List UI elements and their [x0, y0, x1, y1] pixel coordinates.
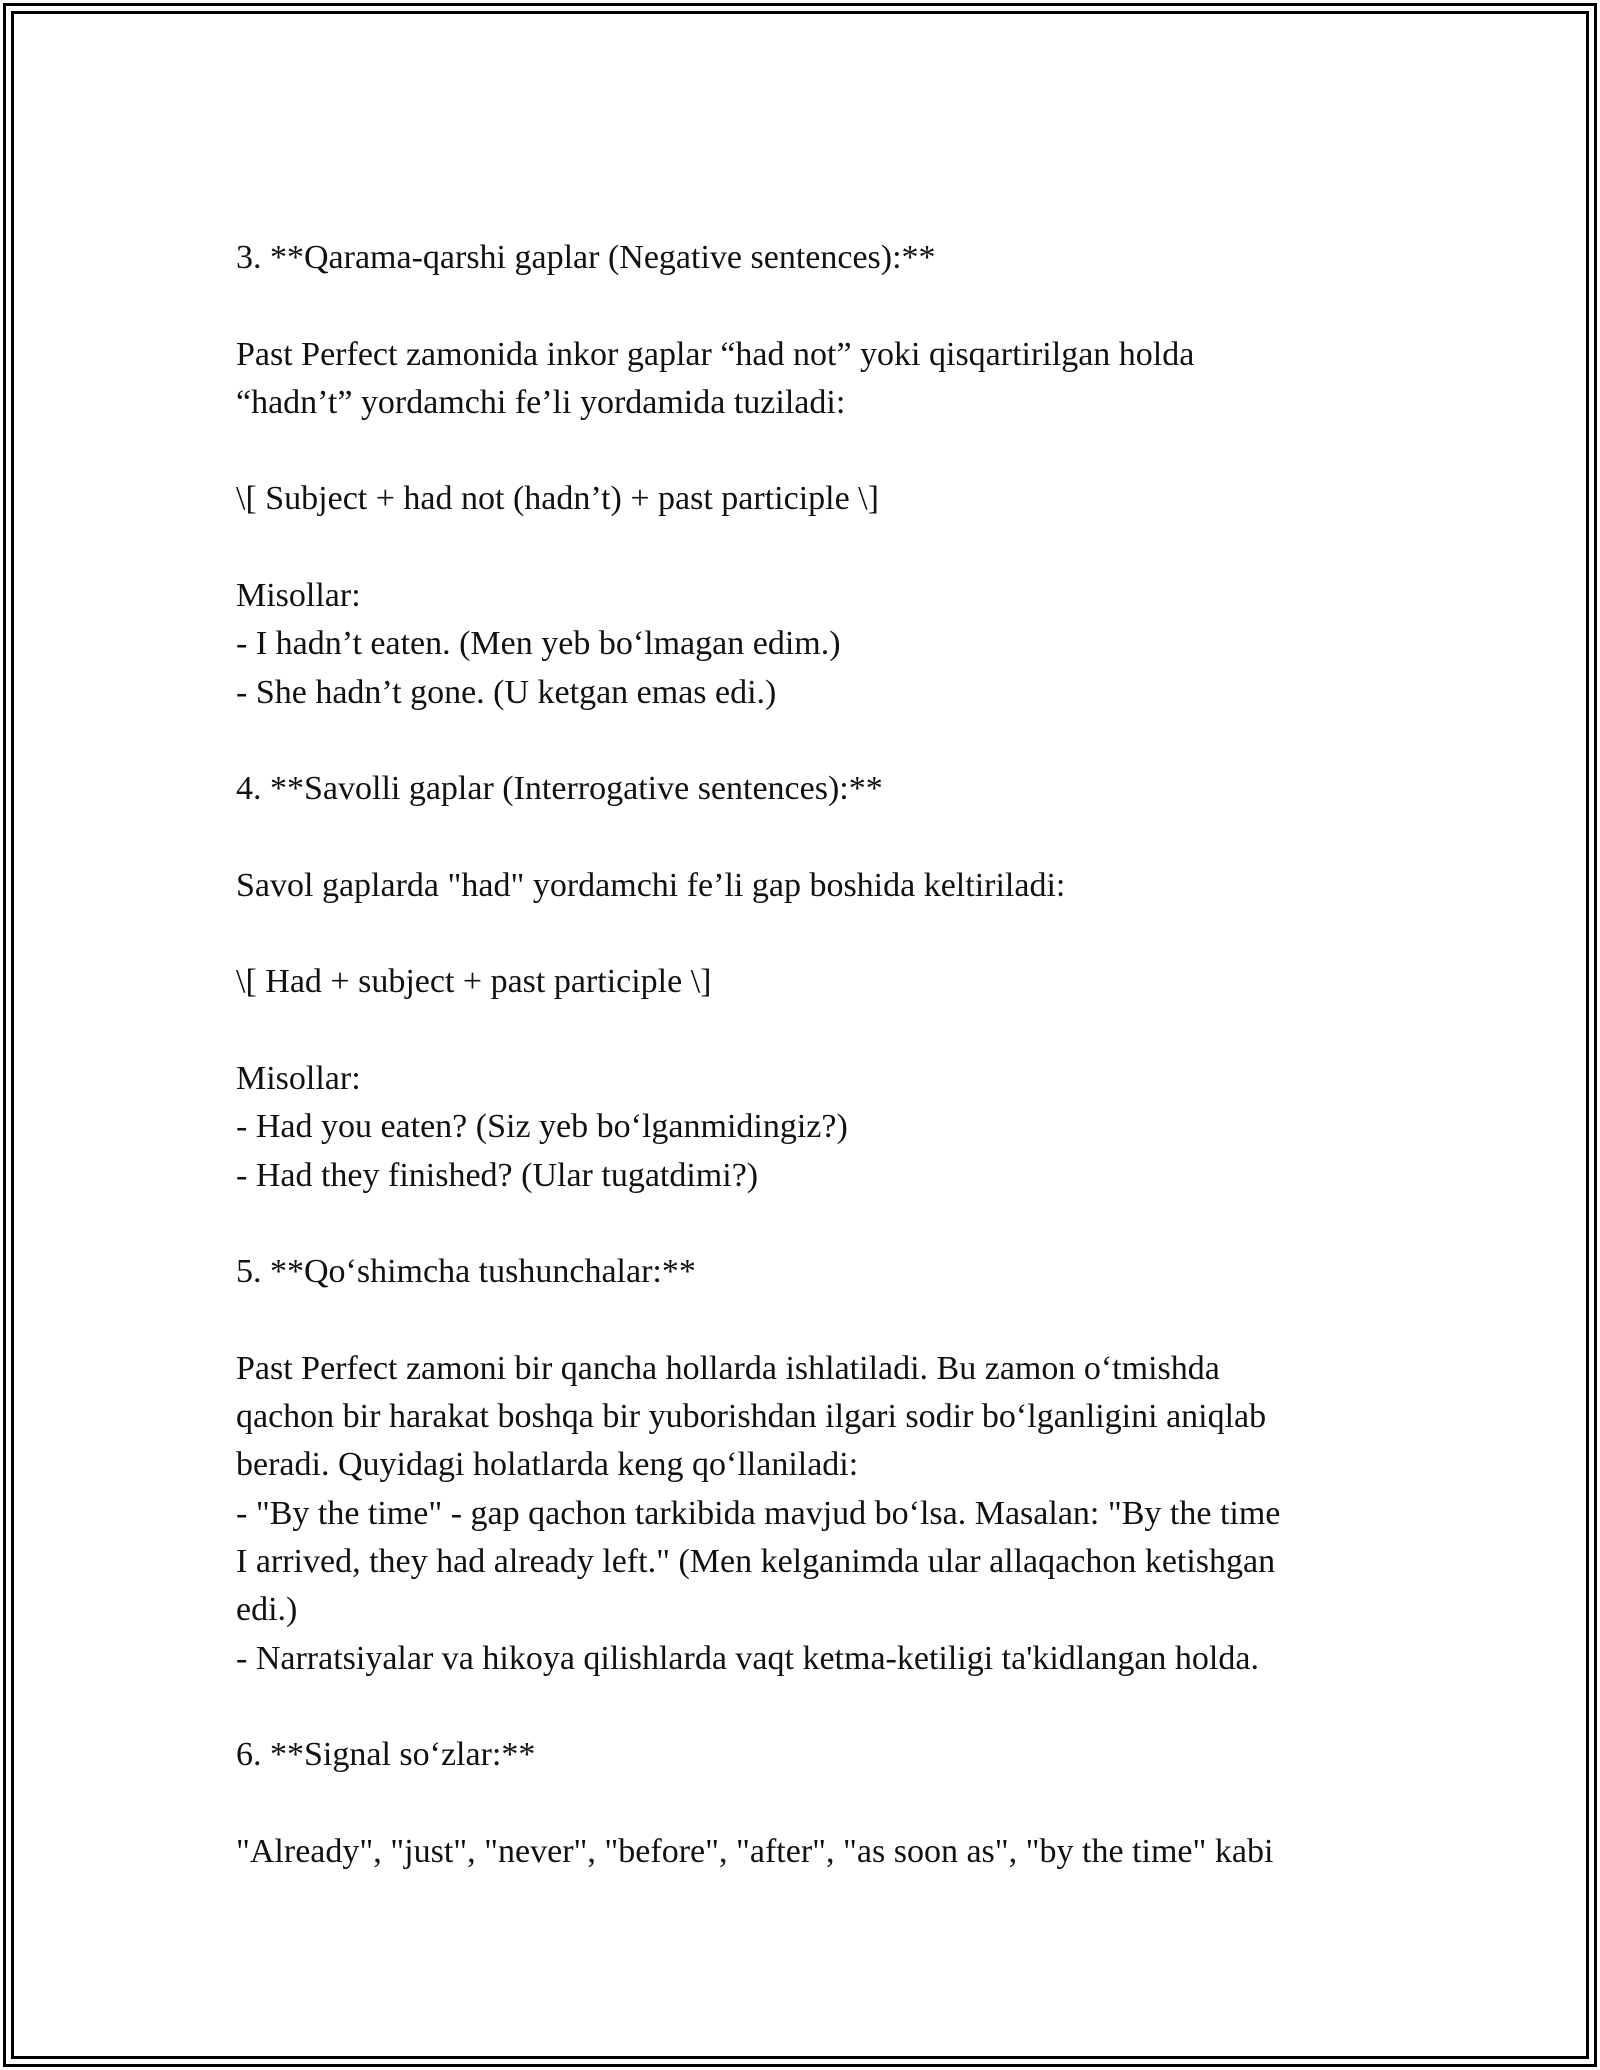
paragraph-line: qachon bir harakat boshqa bir yuborishdan ilgari sodir bo‘lganligini aniqlab — [236, 1398, 1267, 1436]
paragraph-line: Past Perfect zamonida inkor gaplar “had not” yoki qisqartirilgan holda — [236, 335, 1195, 373]
spacer — [236, 524, 1366, 572]
paragraph-line: "Already", "just", "never", "before", "after", "as soon as", "by the time" kabi — [236, 1832, 1274, 1870]
document-body — [236, 234, 1366, 1876]
paragraph-line: “hadn’t” yordamchi fe’li yordamida tuziladi: — [236, 383, 846, 421]
example-item: - Had you eaten? (Siz yeb bo‘lganmidingiz?) — [236, 1108, 848, 1146]
spacer — [236, 910, 1366, 958]
formula-line: \[ Had + subject + past participle \] — [236, 963, 712, 1001]
paragraph-line: - "By the time" - gap qachon tarkibida mavjud bo‘lsa. Masalan: "By the time — [236, 1494, 1281, 1532]
spacer — [236, 1780, 1366, 1828]
example-item: - I hadn’t eaten. (Men yeb bo‘lmagan edim.) — [236, 625, 841, 663]
example-item: - She hadn’t gone. (U ketgan emas edi.) — [236, 673, 777, 711]
formula-line: \[ Subject + had not (hadn’t) + past participle \] — [236, 480, 879, 518]
spacer — [236, 1683, 1366, 1731]
spacer — [236, 282, 1366, 330]
spacer — [236, 427, 1366, 475]
paragraph-line: Past Perfect zamoni bir qancha hollarda ishlatiladi. Bu zamon o‘tmishda — [236, 1349, 1220, 1387]
section-heading: 6. **Signal so‘zlar:** — [236, 1736, 536, 1774]
paragraph-line: I arrived, they had already left." (Men kelganimda ular allaqachon ketishgan — [236, 1543, 1276, 1581]
spacer — [236, 1200, 1366, 1248]
spacer — [236, 717, 1366, 765]
section-heading: 3. **Qarama-qarshi gaplar (Negative sentences):** — [236, 239, 936, 276]
paragraph-line: beradi. Quyidagi holatlarda keng qo‘llaniladi: — [236, 1446, 859, 1484]
paragraph-line: edi.) — [236, 1591, 298, 1629]
section-heading: 5. **Qo‘shimcha tushunchalar:** — [236, 1253, 696, 1291]
paragraph-line: Savol gaplarda "had" yordamchi fe’li gap boshida keltiriladi: — [236, 866, 1066, 904]
example-item: - Had they finished? (Ular tugatdimi?) — [236, 1156, 759, 1194]
examples-label: Misollar: — [236, 577, 361, 615]
spacer — [236, 814, 1366, 862]
examples-label: Misollar: — [236, 1060, 361, 1098]
paragraph-line: - Narratsiyalar va hikoya qilishlarda vaqt ketma-ketiligi ta'kidlangan holda. — [236, 1639, 1259, 1677]
spacer — [236, 1007, 1366, 1055]
spacer — [236, 1297, 1366, 1345]
section-heading: 4. **Savolli gaplar (Interrogative sentences):** — [236, 770, 883, 808]
